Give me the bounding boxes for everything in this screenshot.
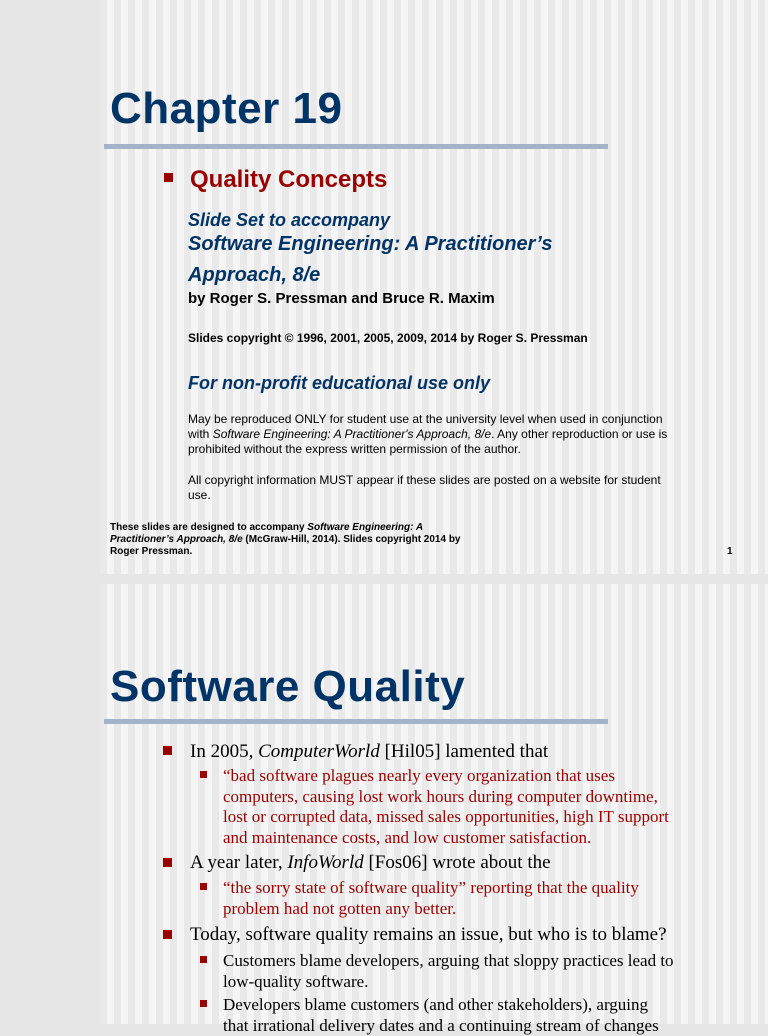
page-number: 1 (727, 546, 733, 558)
slide-2 (100, 584, 768, 1024)
bullet-1-sub-line: and maintenance costs, and low customer satisfaction. (223, 828, 669, 849)
footer-book-2: Practitioner’s Approach, 8/e (110, 534, 243, 545)
bullet-1 (190, 741, 548, 763)
slide-set-label: Slide Set to accompany (188, 210, 390, 231)
bullet-2-sub-line: problem had not gotten any better. (223, 899, 639, 920)
bullet-1-sub-line: “bad software plagues nearly every organization that uses (223, 766, 669, 787)
bullet-square-icon (163, 930, 172, 939)
reproduction-rest: . Any other reproduction or use is (491, 427, 667, 441)
slide-2-title: Software Quality (110, 662, 465, 712)
bullet-3: Today, software quality remains an issue, but who is to blame? (190, 924, 667, 946)
bullet-1-pre: In 2005, (190, 741, 258, 762)
slide-footer (110, 522, 570, 558)
slide-1 (100, 0, 768, 574)
bullet-2-pre: A year later, (190, 852, 287, 873)
bullet-3-sub-1-line: low-quality software. (223, 972, 674, 993)
reproduction-with: with (188, 427, 213, 441)
authors: by Roger S. Pressman and Bruce R. Maxim (188, 290, 495, 307)
reproduction-line-2 (188, 427, 748, 442)
sub-bullet-square-icon (200, 771, 207, 778)
title-rule (104, 719, 608, 724)
slide-1-subtitle: Quality Concepts (190, 166, 387, 194)
bullet-2-sub (223, 878, 639, 919)
bullet-3-sub-2-line: that irrational delivery dates and a continuing stream of changes (223, 1016, 659, 1036)
reproduction-line-1: May be reproduced ONLY for student use at the university level when used in conjunction (188, 412, 748, 427)
footer-line-3: Roger Pressman. (110, 546, 570, 558)
title-rule (104, 144, 608, 149)
sub-bullet-square-icon (200, 883, 207, 890)
reproduction-book-title: Software Engineering: A Practitioner's Approach, 8/e (213, 427, 491, 441)
copyright-info-line-1: All copyright information MUST appear if these slides are posted on a website for student (188, 473, 748, 488)
nonprofit-notice: For non-profit educational use only (188, 373, 490, 394)
bullet-1-sub-line: computers, causing lost work hours during computer downtime, (223, 787, 669, 808)
bullet-square-icon (163, 858, 172, 867)
bullet-3-sub-2 (223, 995, 659, 1036)
reproduction-line-3: prohibited without the express written permission of the author. (188, 442, 748, 457)
bullet-2-italic: InfoWorld (287, 852, 363, 873)
copyright-info-paragraph (188, 473, 748, 503)
copyright-notice: Slides copyright © 1996, 2001, 2005, 2009, 2014 by Roger S. Pressman (188, 331, 588, 345)
bullet-2 (190, 852, 551, 874)
bullet-1-sub (223, 766, 669, 848)
copyright-info-line-2: use. (188, 488, 748, 503)
bullet-1-post: [Hil05] lamented that (380, 741, 548, 762)
slide-1-title: Chapter 19 (110, 84, 342, 134)
footer-line-2 (110, 534, 570, 546)
sub-bullet-square-icon (200, 956, 207, 963)
bullet-3-sub-2-line: Developers blame customers (and other stakeholders), arguing (223, 995, 659, 1016)
bullet-1-italic: ComputerWorld (258, 741, 380, 762)
book-title-line-1: Software Engineering: A Practitioner’s (188, 233, 553, 256)
bullet-2-sub-line: “the sorry state of software quality” reporting that the quality (223, 878, 639, 899)
footer-prefix: These slides are designed to accompany (110, 522, 307, 533)
bullet-square-icon (164, 173, 173, 182)
sub-bullet-square-icon (200, 1000, 207, 1007)
footer-line-1 (110, 522, 570, 534)
bullet-2-post: [Fos06] wrote about the (364, 852, 551, 873)
bullet-1-sub-line: lost or corrupted data, missed sales opportunities, high IT support (223, 807, 669, 828)
bullet-3-sub-1 (223, 951, 674, 992)
book-title-line-2: Approach, 8/e (188, 264, 320, 287)
footer-publisher: (McGraw-Hill, 2014). Slides copyright 2014 by (243, 534, 461, 545)
footer-book-1: Software Engineering: A (307, 522, 423, 533)
bullet-square-icon (163, 746, 172, 755)
bullet-3-sub-1-line: Customers blame developers, arguing that sloppy practices lead to (223, 951, 674, 972)
reproduction-paragraph (188, 412, 748, 457)
